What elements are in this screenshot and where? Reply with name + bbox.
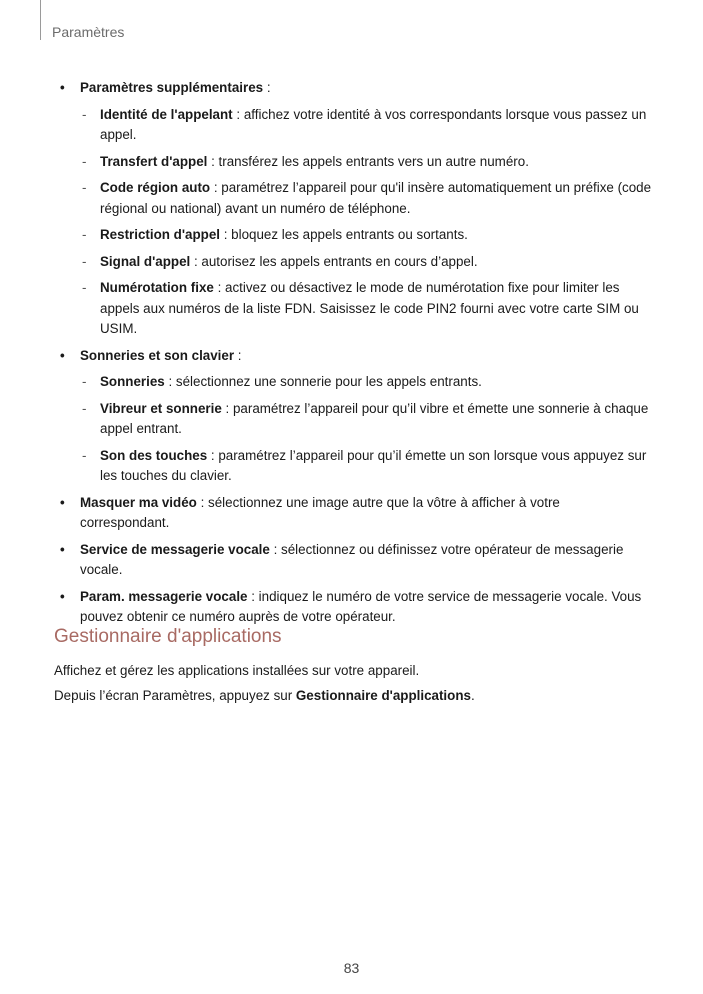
settings-subitem bbox=[80, 152, 652, 173]
subsetting-description: : autorisez les appels entrants en cours d’appel. bbox=[190, 253, 478, 269]
subsetting-term: Identité de l'appelant bbox=[100, 106, 233, 122]
subsetting-term: Code région auto bbox=[100, 180, 211, 195]
setting-description: : bbox=[263, 80, 271, 95]
dash-icon: - bbox=[82, 447, 87, 463]
setting-description: : bbox=[234, 347, 242, 363]
settings-subitem bbox=[80, 278, 652, 340]
bullet-icon: • bbox=[60, 347, 65, 363]
subsetting-term: Signal d'appel bbox=[100, 253, 191, 269]
subsetting-description: : activez ou désactivez le mode de numérotation fixe pour limiter les appels aux numéros de la liste FDN. Saisissez le code PIN2 fourni avec votre carte SIM ou USIM. bbox=[100, 280, 639, 336]
section-instruction bbox=[54, 686, 652, 706]
settings-list-item bbox=[54, 493, 652, 534]
subsetting-description: : paramétrez l’appareil pour qu’il émette un son lorsque vous appuyez sur les touches du clavier. bbox=[100, 447, 647, 483]
bullet-icon: • bbox=[60, 541, 65, 557]
settings-list-item bbox=[54, 540, 652, 581]
dash-icon: - bbox=[82, 374, 87, 389]
subsetting-description: : paramétrez l’appareil pour qu'il insère automatiquement un préfixe (code régional ou national) avant un numéro de téléphone. bbox=[100, 180, 652, 216]
subsetting-description: : affichez votre identité à vos correspondants lorsque vous passez un appel. bbox=[100, 106, 647, 142]
page-number: 83 bbox=[343, 960, 360, 976]
settings-subitem bbox=[80, 178, 652, 219]
page-header-title: Paramètres bbox=[52, 24, 125, 40]
dash-icon: - bbox=[82, 400, 87, 416]
bullet-icon: • bbox=[60, 588, 65, 604]
subsetting-term: Restriction d'appel bbox=[100, 227, 220, 242]
subsetting-description: : transférez les appels entrants vers un autre numéro. bbox=[207, 153, 529, 169]
setting-description: : sélectionnez ou définissez votre opérateur de messagerie vocale. bbox=[80, 541, 624, 577]
settings-subitem bbox=[80, 446, 652, 487]
subsetting-description: : sélectionnez une sonnerie pour les appels entrants. bbox=[164, 374, 482, 389]
dash-icon: - bbox=[82, 153, 87, 169]
setting-description: : sélectionnez une image autre que la vôtre à afficher à votre correspondant. bbox=[80, 494, 560, 530]
settings-subitem bbox=[80, 225, 652, 246]
settings-sublist bbox=[80, 372, 652, 487]
dash-icon: - bbox=[82, 106, 87, 122]
settings-subitem bbox=[80, 372, 652, 393]
subsetting-term: Transfert d'appel bbox=[100, 153, 208, 169]
settings-list-container bbox=[54, 78, 652, 634]
subsetting-description: : bloquez les appels entrants ou sortants. bbox=[220, 227, 468, 242]
setting-term: Paramètres supplémentaires bbox=[80, 80, 264, 95]
instruction-bold: Gestionnaire d'applications bbox=[295, 688, 471, 703]
setting-description: : indiquez le numéro de votre service de messagerie vocale. Vous pouvez obtenir ce numéro auprès de votre opérateur. bbox=[80, 588, 642, 624]
setting-term: Sonneries et son clavier bbox=[80, 347, 235, 363]
bullet-icon: • bbox=[60, 494, 65, 510]
settings-sublist bbox=[80, 105, 652, 340]
settings-list-item bbox=[54, 78, 652, 340]
dash-icon: - bbox=[82, 280, 87, 295]
settings-subitem bbox=[80, 105, 652, 146]
setting-term: Masquer ma vidéo bbox=[80, 494, 197, 510]
dash-icon: - bbox=[82, 227, 87, 242]
settings-list bbox=[54, 78, 652, 628]
section-intro: Affichez et gérez les applications installées sur votre appareil. bbox=[54, 663, 420, 678]
settings-subitem bbox=[80, 252, 652, 273]
subsetting-description: : paramétrez l’appareil pour qu’il vibre et émette une sonnerie à chaque appel entrant. bbox=[100, 400, 649, 436]
subsetting-term: Vibreur et sonnerie bbox=[100, 400, 222, 416]
setting-term: Service de messagerie vocale bbox=[80, 541, 270, 557]
settings-list-item bbox=[54, 346, 652, 487]
instruction-suffix: . bbox=[470, 688, 475, 703]
dash-icon: - bbox=[82, 180, 87, 195]
bullet-icon: • bbox=[60, 80, 65, 95]
setting-term: Param. messagerie vocale bbox=[80, 588, 248, 604]
dash-icon: - bbox=[82, 253, 87, 269]
subsetting-term: Son des touches bbox=[100, 447, 208, 463]
section-heading: Gestionnaire d'applications bbox=[54, 626, 282, 647]
settings-list-item bbox=[54, 587, 652, 628]
instruction-prefix: Depuis l’écran Paramètres, appuyez sur bbox=[54, 688, 296, 703]
settings-subitem bbox=[80, 399, 652, 440]
subsetting-term: Sonneries bbox=[100, 374, 165, 389]
header-rule bbox=[40, 0, 41, 40]
subsetting-term: Numérotation fixe bbox=[100, 280, 214, 295]
